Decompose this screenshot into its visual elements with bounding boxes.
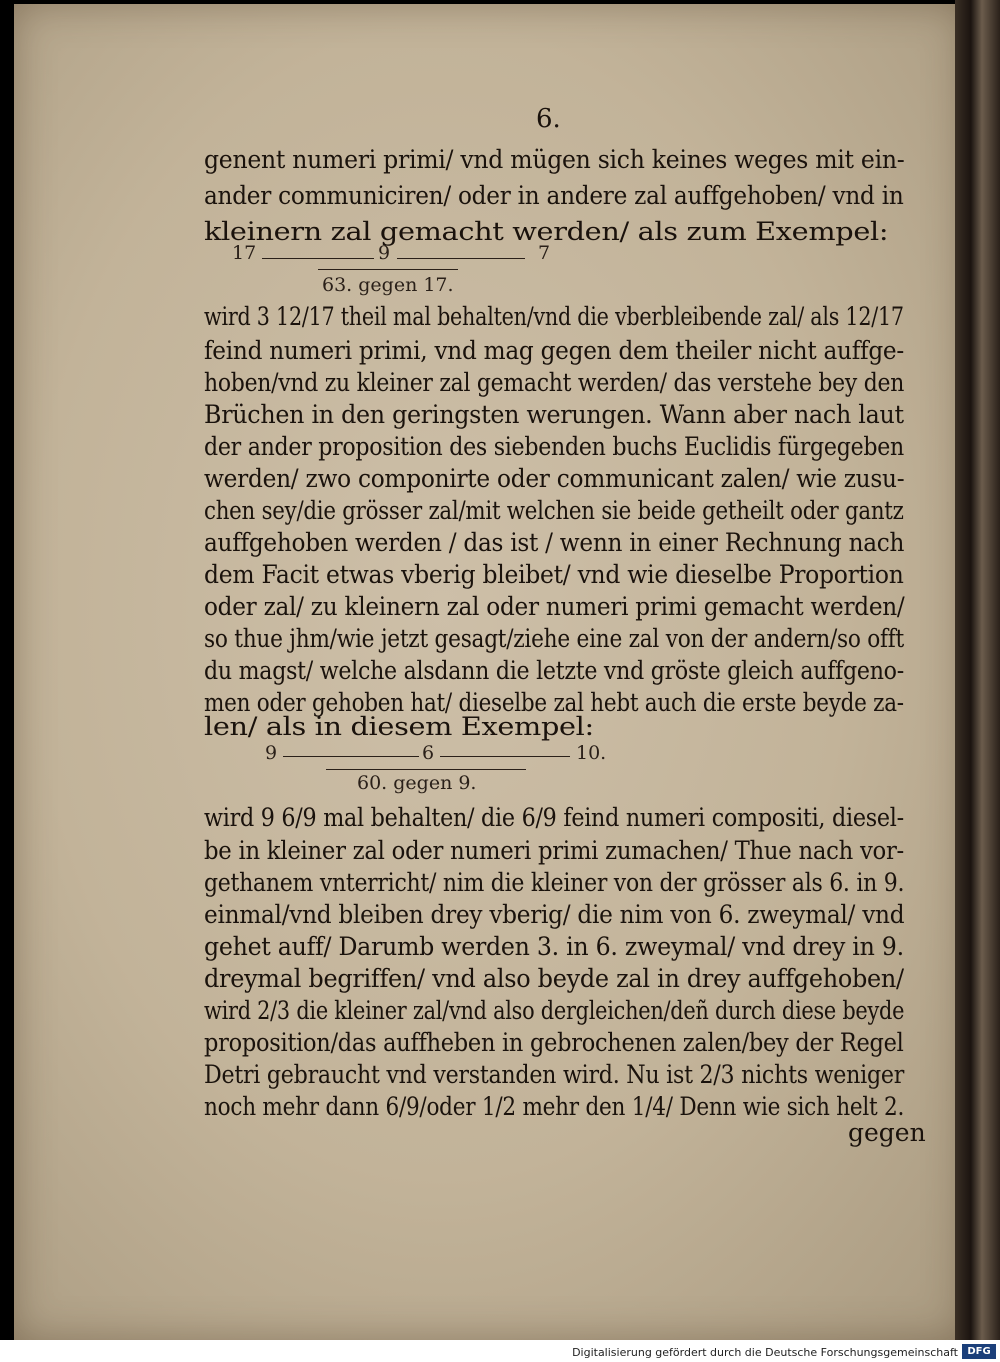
example-2-below: 60. gegen 9. xyxy=(357,772,477,794)
catchword: gegen xyxy=(848,1118,926,1147)
example-2-rule-left xyxy=(283,756,419,757)
dfg-logo: DFG xyxy=(962,1344,996,1359)
text-line: ander communiciren/ oder in andere zal auffgehoben/ vnd in xyxy=(204,181,904,210)
text-line: gehet auff/ Darumb werden 3. in 6. zweymal/ vnd drey in 9. xyxy=(204,932,904,961)
text-line: genent numeri primi/ vnd mügen sich keines weges mit ein- xyxy=(204,145,905,174)
footer-bar xyxy=(0,1340,1000,1362)
text-line: kleinern zal gemacht werden/ als zum Exempel: xyxy=(204,217,889,246)
example-1-right: 7 xyxy=(538,242,551,264)
text-line: feind numeri primi, vnd mag gegen dem theiler nicht auffge- xyxy=(204,336,904,365)
text-line: der ander proposition des siebenden buchs Euclidis fürgegeben xyxy=(204,432,904,461)
text-line: gethanem vnterricht/ nim die kleiner von der grösser als 6. in 9. xyxy=(204,868,905,897)
text-line: wird 2/3 die kleiner zal/vnd also dergleichen/deñ durch diese beyde xyxy=(204,996,905,1025)
text-line: Detri gebraucht vnd verstanden wird. Nu ist 2/3 nichts weniger xyxy=(204,1060,905,1089)
text-line: wird 3 12/17 theil mal behalten/vnd die vberbleibende zal/ als 12/17 xyxy=(204,302,904,331)
text-line: hoben/vnd zu kleiner zal gemacht werden/ das verstehe bey den xyxy=(204,368,905,397)
book-spine xyxy=(955,0,1000,1345)
text-line: werden/ zwo componirte oder communicant zalen/ wie zusu- xyxy=(204,464,905,493)
example-1-rule-right xyxy=(397,258,525,259)
text-line: dem Facit etwas vberig bleibet/ vnd wie dieselbe Proportion xyxy=(204,560,904,589)
text-line: len/ als in diesem Exempel: xyxy=(204,712,594,741)
text-line: wird 9 6/9 mal behalten/ die 6/9 feind numeri compositi, diesel- xyxy=(204,803,904,832)
text-line: chen sey/die grösser zal/mit welchen sie beide getheilt oder gantz xyxy=(204,496,904,525)
text-line: Brüchen in den geringsten werungen. Wann aber nach laut xyxy=(204,400,904,429)
text-line: noch mehr dann 6/9/oder 1/2 mehr den 1/4/ Denn wie sich helt 2. xyxy=(204,1092,905,1121)
example-2-left: 9 xyxy=(265,742,278,764)
example-1-below: 63. gegen 17. xyxy=(322,274,454,296)
text-line: so thue jhm/wie jetzt gesagt/ziehe eine zal von der andern/so offt xyxy=(204,624,904,653)
text-line: oder zal/ zu kleinern zal oder numeri primi gemacht werden/ xyxy=(204,592,905,621)
example-1-left: 17 xyxy=(232,242,257,264)
text-line: proposition/das auffheben in gebrochenen zalen/bey der Regel xyxy=(204,1028,904,1057)
funding-credit: Digitalisierung gefördert durch die Deutsche Forschungsgemeinschaft xyxy=(572,1346,958,1359)
text-line: be in kleiner zal oder numeri primi zumachen/ Thue nach vor- xyxy=(204,836,904,865)
text-line: auffgehoben werden / das ist / wenn in einer Rechnung nach xyxy=(204,528,905,557)
example-2-rule-under xyxy=(326,769,526,770)
example-1-rule-under xyxy=(318,269,458,270)
text-line: du magst/ welche alsdann die letzte vnd gröste gleich auffgeno- xyxy=(204,656,904,685)
example-1-rule-left xyxy=(262,258,374,259)
example-2-right: 10. xyxy=(576,742,607,764)
example-2-rule-right xyxy=(440,756,570,757)
text-line: dreymal begriffen/ vnd also beyde zal in drey auffgehoben/ xyxy=(204,964,904,993)
example-2-middle: 6 xyxy=(422,742,435,764)
page-number: 6. xyxy=(536,104,561,134)
text-line: einmal/vnd bleiben drey vberig/ die nim von 6. zweymal/ vnd xyxy=(204,900,905,929)
text-line: men oder gehoben hat/ dieselbe zal hebt auch die erste beyde za- xyxy=(204,688,904,717)
example-1-middle: 9 xyxy=(378,242,391,264)
